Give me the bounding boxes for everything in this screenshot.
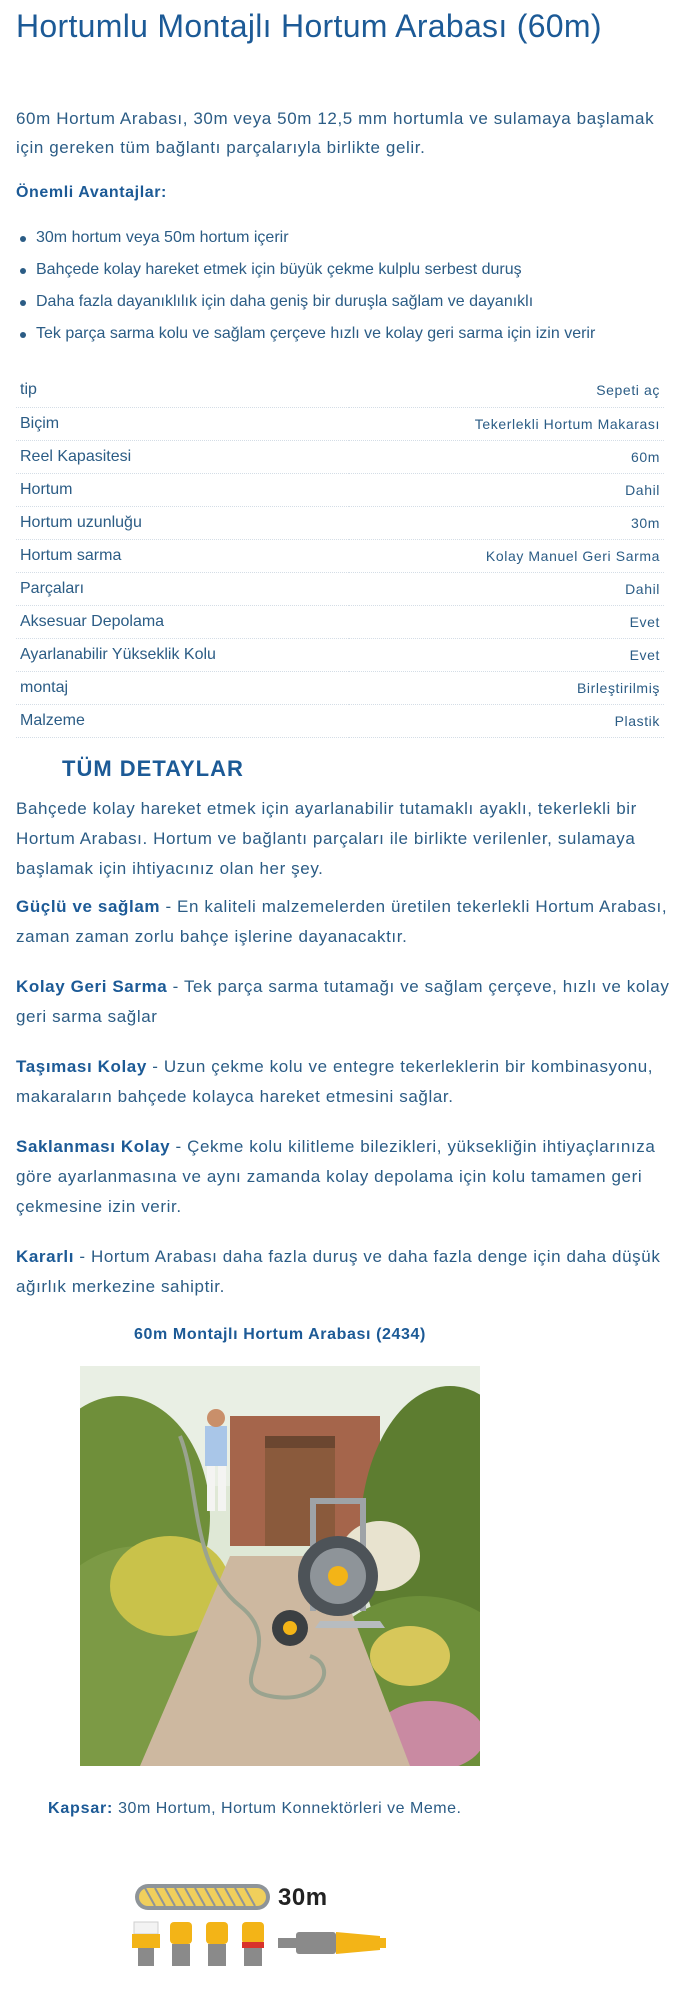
includes-label: Kapsar: (48, 1800, 114, 1817)
list-item (0, 286, 690, 318)
feature-title: Saklanması Kolay (16, 1137, 171, 1156)
feature-paragraph (16, 1132, 686, 1222)
spec-value: 30m (630, 514, 660, 531)
hose-connector-icon (170, 1922, 192, 1966)
table-row (16, 407, 664, 440)
advantage-text: Daha fazla dayanıklılık için daha geniş bir duruşla sağlam ve dayanıklı (36, 293, 534, 310)
table-row (16, 374, 664, 407)
image-caption: 60m Montajlı Hortum Arabası (2434) (134, 1326, 426, 1343)
spec-value: Dahil (625, 580, 660, 597)
spec-label: Hortum (20, 480, 73, 498)
spec-label: Aksesuar Depolama (20, 612, 165, 630)
spec-value: Birleştirilmiş (576, 679, 660, 696)
feature-title: Taşıması Kolay (16, 1057, 147, 1076)
advantage-text: 30m hortum veya 50m hortum içerir (36, 229, 289, 246)
spec-table (16, 374, 664, 738)
accessory-illustration (130, 1870, 390, 1980)
feature-paragraph (16, 1242, 686, 1302)
spec-label: Ayarlanabilir Yükseklik Kolu (20, 645, 216, 663)
bullet-icon (20, 332, 26, 338)
advantage-text: Bahçede kolay hareket etmek için büyük çekme kulplu serbest duruş (36, 261, 522, 278)
table-row (16, 506, 664, 539)
feature-title: Kararlı (16, 1247, 75, 1266)
table-row (16, 704, 664, 737)
bullet-icon (20, 300, 26, 306)
spec-value: Dahil (625, 481, 660, 498)
spec-label: Malzeme (20, 711, 85, 729)
bullet-icon (20, 236, 26, 242)
spec-label: Hortum sarma (20, 546, 122, 564)
spec-value: Evet (629, 613, 660, 630)
spec-label: montaj (20, 678, 69, 696)
feature-paragraph (16, 1052, 686, 1112)
hose-icon (135, 1884, 270, 1910)
product-photo (80, 1366, 480, 1766)
feature-text: - Uzun çekme kolu ve entegre tekerleklerin bir kombinasyonu, makaraların bahçede kolayca hareket etmesini sağlar. (16, 1057, 654, 1106)
table-row (16, 473, 664, 506)
product-intro: 60m Hortum Arabası, 30m veya 50m 12,5 mm hortumla ve sulamaya başlamak için gereken tüm bağlantı parçalarıyla birlikte gelir. (16, 109, 655, 157)
table-row (16, 671, 664, 704)
spec-label: Reel Kapasitesi (20, 447, 132, 465)
list-item (0, 254, 690, 286)
advantages-list (0, 222, 690, 350)
garden-scene-image (80, 1366, 480, 1766)
details-heading: TÜM DETAYLAR (62, 756, 244, 781)
spec-value: Evet (629, 646, 660, 663)
stop-connector-icon (242, 1922, 264, 1966)
feature-title: Kolay Geri Sarma (16, 977, 168, 996)
feature-text: - Tek parça sarma tutamağı ve sağlam çerçeve, hızlı ve kolay geri sarma sağlar (16, 977, 670, 1026)
advantage-text: Tek parça sarma kolu ve sağlam çerçeve hızlı ve kolay geri sarma için izin verir (36, 325, 596, 342)
table-row (16, 638, 664, 671)
spec-value: Tekerlekli Hortum Makarası (474, 415, 660, 432)
spec-value: 60m (630, 448, 660, 465)
bullet-icon (20, 268, 26, 274)
spec-label: Biçim (20, 414, 60, 432)
feature-text: - Çekme kolu kilitleme bilezikleri, yüksekliğin ihtiyaçlarınıza göre ayarlanmasına ve aynı zamanda kolay depolama için kolu tamamen geri çekmesine izin verir. (16, 1137, 656, 1216)
spec-label: Parçaları (20, 579, 85, 597)
includes-line (48, 1800, 461, 1818)
feature-paragraph (16, 892, 686, 952)
spec-value: Sepeti aç (596, 382, 660, 399)
table-row (16, 605, 664, 638)
spec-value: Kolay Manuel Geri Sarma (485, 547, 660, 564)
feature-paragraph (16, 972, 686, 1032)
feature-text: - Hortum Arabası daha fazla duruş ve daha fazla denge için daha düşük ağırlık merkezine sahiptir. (16, 1247, 661, 1296)
spec-value: Plastik (614, 712, 660, 729)
hose-connector-icon (206, 1922, 228, 1966)
spec-label: Hortum uzunluğu (20, 513, 142, 531)
feature-title: Güçlü ve sağlam (16, 897, 161, 916)
table-row (16, 572, 664, 605)
list-item (0, 318, 690, 350)
hose-length-label: 30m (278, 1884, 328, 1911)
page-title: Hortumlu Montajlı Hortum Arabası (60m) (16, 8, 602, 44)
details-intro: Bahçede kolay hareket etmek için ayarlanabilir tutamaklı ayaklı, tekerlekli bir Hortum Arabası. Hortum ve bağlantı parçaları ile birlikte verilenler, sulamaya başlamak için ihtiyacınız olan her şey. (16, 799, 637, 878)
advantages-heading: Önemli Avantajlar: (16, 184, 167, 201)
table-row (16, 539, 664, 572)
spray-nozzle-icon (278, 1932, 386, 1954)
spec-label: tip (20, 381, 37, 399)
table-row (16, 440, 664, 473)
tap-connector-icon (132, 1922, 160, 1966)
list-item (0, 222, 690, 254)
includes-text: 30m Hortum, Hortum Konnektörleri ve Meme. (118, 1800, 462, 1817)
feature-text: - En kaliteli malzemelerden üretilen tekerlekli Hortum Arabası, zaman zaman zorlu bahçe işlerine dayanacaktır. (16, 897, 668, 946)
